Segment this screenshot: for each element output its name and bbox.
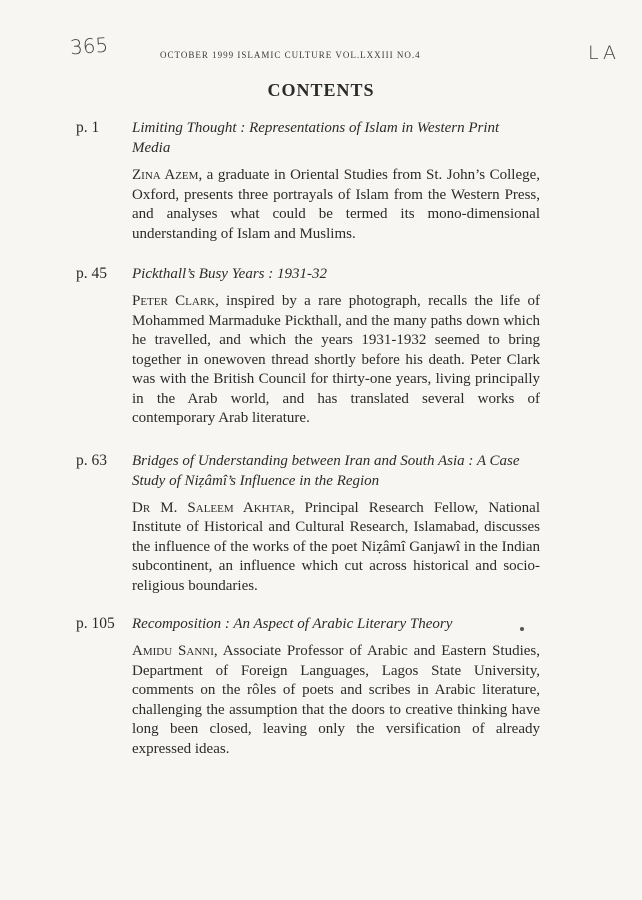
entry-body (132, 264, 540, 429)
entry-description (132, 499, 540, 597)
entry-description-text: , Associate Professor of Arabic and Eastern Studies, Department of Foreign Languages, Lagos State University, comments on the rôles of poets and scribes in Arabic literature, challenging the assumption that the doors to creative thinking have long been closed, leaving only the versification of already expressed ideas. (132, 643, 540, 757)
entry-author: Peter Clark (132, 293, 216, 309)
entry-body (132, 118, 540, 244)
entry-description-text: , a graduate in Oriental Studies from St. John’s College, Oxford, presents three portrayals of Islam from the Western Press, and analyses what could be termed its mono-dimensional understanding of Islam and Muslims. (132, 167, 541, 242)
entry-page-number: p. 63 (76, 451, 107, 469)
entry-author: Amidu Sanni (132, 643, 214, 659)
ink-speck (520, 627, 524, 631)
entry-title: Recomposition : An Aspect of Arabic Literary Theory (132, 616, 453, 632)
entry-page-number: p. 105 (76, 615, 115, 632)
entry-description (132, 642, 540, 759)
entry-page-number: p. 1 (76, 119, 100, 136)
journal-header: OCTOBER 1999 ISLAMIC CULTURE VOL.LXXIII NO.4 (160, 50, 421, 60)
entry-title: Bridges of Understanding between Iran and South Asia : A Case Study of Niẓâmî’s Influence in the Region (132, 452, 520, 489)
contents-entry (76, 118, 540, 244)
entry-description (132, 166, 540, 244)
entry-title: Limiting Thought : Representations of Islam in Western Print Media (132, 120, 500, 156)
entry-body (132, 451, 540, 597)
handwritten-initials: LA (587, 42, 620, 64)
contents-entry (76, 614, 540, 759)
entry-body (132, 614, 540, 759)
entry-description-text: , Principal Research Fellow, National Institute of Historical and Cultural Research, Islamabad, discusses the influence of the works of the poet Niẓâmî Ganjawî in the Indian subcontinent, an influence which cut across historical and socio-religious boundaries. (132, 499, 541, 594)
contents-list (76, 118, 540, 759)
entry-author: Zina Azem (132, 167, 199, 183)
page-title: CONTENTS (267, 80, 375, 100)
entry-title: Pickthall’s Busy Years : 1931-32 (132, 266, 327, 282)
entry-author: Dr M. Saleem Akhtar (132, 499, 291, 516)
entry-description-text: , inspired by a rare photograph, recalls the life of Mohammed Marmaduke Pickthall, and the many paths down which he travelled, and which the years 1931-1932 seemed to bring together in onewoven thread shortly before his death. Peter Clark was with the British Council for thirty-one years, living principally in the Arab world, and has translated several works of contemporary Arab literature. (132, 293, 540, 426)
contents-entry (76, 451, 540, 597)
handwritten-page-number: 365 (69, 32, 109, 60)
entry-description (132, 292, 540, 429)
contents-entry (76, 264, 540, 429)
entry-page-number: p. 45 (76, 265, 107, 282)
